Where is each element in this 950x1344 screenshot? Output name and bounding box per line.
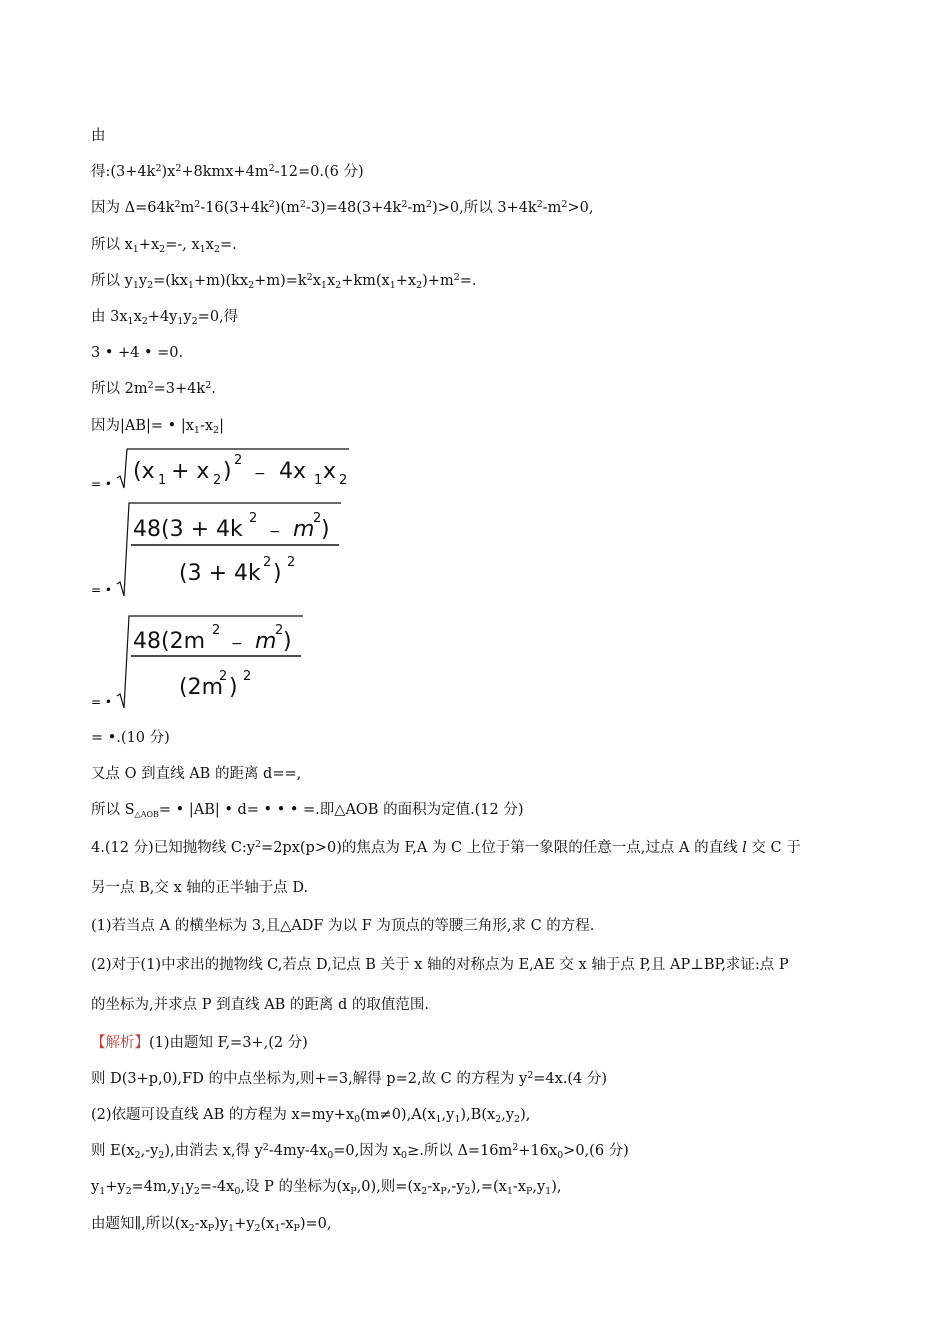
text-run: 3 • +4 • =0. (91, 345, 184, 362)
text-run: ,-y (140, 1143, 159, 1160)
text-run: =0,得 (197, 309, 239, 326)
subscript: 1 (274, 1222, 281, 1234)
text-run: 则 D(3+p,0),FD 的中点坐标为,则+=3,解得 p=2,故 C 的方程为 y (91, 1070, 528, 1087)
subscript: 1 (228, 1222, 235, 1234)
subscript: 2 (193, 1186, 200, 1198)
subscript: P (350, 1186, 357, 1198)
subscript: 2 (464, 1186, 471, 1198)
text-run: =-, x (165, 236, 200, 253)
text-run: . (211, 381, 216, 398)
f3-p1: 2 (212, 622, 221, 638)
text-run: 因为 Δ=64k (91, 200, 175, 217)
f1-e: − (254, 465, 266, 482)
text-run: -x (280, 1215, 294, 1232)
text-run: )+m (422, 272, 454, 289)
line-5 (91, 263, 871, 299)
formula-ab-length-1 (91, 444, 871, 496)
superscript: 2 (175, 163, 182, 175)
subscript: 0 (557, 1150, 564, 1162)
superscript: 2 (255, 839, 262, 851)
f3-num: 48(2m (133, 628, 206, 654)
text-run: 则 E(x (91, 1143, 135, 1160)
text-run: +y (234, 1215, 255, 1232)
f1-s1: 1 (158, 472, 167, 488)
text-run: 所以 y (91, 272, 133, 289)
subscript: 2 (335, 279, 342, 291)
subscript: 2 (188, 1222, 195, 1234)
superscript: 2 (174, 199, 181, 211)
subscript: P (207, 1222, 215, 1234)
text-run: 由题知∥,所以(x (91, 1215, 189, 1232)
text-run: -12=0.(6 分) (274, 164, 364, 181)
text-run: ,y (441, 1107, 455, 1124)
text-run: y (183, 309, 192, 326)
question-4-part-1 (91, 908, 871, 944)
text-run: >0,(6 分) (563, 1143, 629, 1160)
text-run: +x (395, 272, 417, 289)
text-run: +y (105, 1179, 126, 1196)
question-4-part-2-cont (91, 985, 871, 1025)
text-run: m (180, 200, 195, 217)
text-run: -m (542, 200, 562, 217)
text-run: ),由消去 x,得 y (164, 1143, 263, 1160)
text-run: -4my-4x (268, 1143, 328, 1160)
superscript: 2 (299, 199, 306, 211)
f2-p1: 2 (249, 510, 258, 526)
f1-d: 2 (234, 452, 243, 468)
f1-a: (x (133, 458, 155, 484)
superscript: 2 (155, 163, 162, 175)
text-run: | (219, 417, 224, 434)
subscript: 2 (495, 1114, 502, 1126)
text-run: -3)=48(3+4k (305, 200, 402, 217)
text-run: 另一点 B,交 x 轴的正半轴于点 D. (91, 880, 309, 897)
superscript: 2 (268, 163, 275, 175)
text-run: =0,因为 x (333, 1143, 402, 1160)
subscript: 1 (177, 316, 184, 328)
subscript: 1 (187, 279, 194, 291)
superscript: 2 (426, 199, 433, 211)
f2-p2: 2 (313, 510, 322, 526)
subscript: 1 (132, 279, 139, 291)
subscript: 2 (248, 279, 255, 291)
text-run: -x (194, 1215, 208, 1232)
f3-den-close: ) (229, 674, 238, 700)
solution-line-2 (91, 1061, 871, 1097)
f3-close: ) (283, 628, 292, 654)
text-run: )x (161, 164, 176, 181)
subscript: 1 (99, 1186, 106, 1198)
text-run: )>0,所以 3+4k (432, 200, 537, 217)
line-7 (91, 335, 871, 371)
subscript: 0 (401, 1150, 408, 1162)
superscript: 2 (527, 1069, 534, 1081)
line-12 (91, 792, 871, 828)
subscript: 2 (514, 1114, 521, 1126)
subscript: 1 (545, 1186, 552, 1198)
text-run: 又点 O 到直线 AB 的距离 d==, (91, 766, 302, 783)
subscript: 1 (506, 1186, 513, 1198)
text-run: (m≠0),A(x (360, 1107, 436, 1124)
solution-line-3 (91, 1097, 871, 1133)
text-run: =. (219, 236, 237, 253)
eq-prefix: = • (91, 694, 112, 709)
subscript: 0 (327, 1150, 334, 1162)
subscript: 2 (213, 243, 220, 255)
f1-s3: 1 (314, 472, 323, 488)
subscript: 0 (354, 1114, 361, 1126)
text-run: 所以 x (91, 236, 133, 253)
subscript: 2 (254, 1222, 261, 1234)
formula-sqrt-1 (91, 444, 411, 496)
text-run: -x (512, 1179, 526, 1196)
f1-g: x (323, 458, 337, 484)
f1-s4: 2 (339, 472, 348, 488)
question-4-part-2 (91, 945, 871, 985)
subscript: 1 (193, 424, 200, 436)
solution-line-6 (91, 1206, 871, 1242)
solution-line-1 (91, 1025, 871, 1061)
text-run: =2px(p>0)的焦点为 F,A 为 C 上位于第一象限的任意一点,过点 A 的直线 (261, 840, 738, 857)
text-run: +8kmx+4m (181, 164, 269, 181)
f3-p3: 2 (219, 668, 228, 684)
text-run: y (185, 1179, 194, 1196)
text-run: ),=(x (470, 1179, 507, 1196)
text-run: -16(3+4k (200, 200, 269, 217)
text-run: ,-y (446, 1179, 465, 1196)
subscript: 1 (127, 316, 134, 328)
text-run: )(m (274, 200, 300, 217)
text-run: x (133, 309, 142, 326)
text-run: 因为|AB|= • |x (91, 417, 194, 434)
superscript: 2 (536, 199, 543, 211)
text-run: 4.(12 分)已知抛物线 C:y (91, 840, 255, 857)
f2-minus: − (269, 523, 281, 540)
text-run: ≥.所以 Δ=16m (407, 1143, 513, 1160)
text-run: =4x.(4 分) (533, 1070, 608, 1087)
superscript: 2 (561, 199, 568, 211)
subscript: 1 (320, 279, 327, 291)
text-run: =-4x (199, 1179, 235, 1196)
text-run: +m)(kx (193, 272, 249, 289)
text-run: ), (520, 1107, 531, 1124)
formula-ab-length-3 (91, 608, 871, 720)
subscript: 0 (234, 1186, 241, 1198)
superscript: 2 (512, 1142, 519, 1154)
line-8 (91, 371, 871, 407)
text: 由 (91, 128, 106, 144)
f2-num: 48(3 + 4k (133, 516, 243, 542)
f2-p4: 2 (287, 554, 296, 570)
text-run: x (205, 236, 214, 253)
subscript: 1 (199, 243, 206, 255)
superscript: 2 (262, 1142, 269, 1154)
text-run: ,y (532, 1179, 546, 1196)
f1-b: + x (171, 458, 210, 484)
line-3 (91, 190, 871, 226)
line-6 (91, 299, 871, 335)
f3-p2: 2 (275, 622, 284, 638)
text-run: (1)若当点 A 的横坐标为 3,且△ADF 为以 F 为顶点的等腰三角形,求 C 的方程. (91, 918, 595, 935)
superscript: 2 (205, 380, 212, 392)
text-run: ), (551, 1179, 562, 1196)
superscript: 2 (401, 199, 408, 211)
f2-close: ) (321, 516, 330, 542)
f2-m: m (293, 516, 315, 542)
subscript: 2 (159, 243, 166, 255)
line-9 (91, 408, 871, 444)
text-run: )=0, (299, 1215, 332, 1232)
formula-sqrt-2 (91, 498, 411, 608)
subscript: 1 (132, 243, 139, 255)
text-run: 交 C 于 (751, 840, 801, 857)
text-run: >0, (567, 200, 594, 217)
superscript: 2 (453, 271, 460, 283)
text-run: x (326, 272, 336, 289)
text-run: y (138, 272, 148, 289)
text-run: =4m,y (131, 1179, 180, 1196)
line-1 (91, 118, 871, 154)
line-11 (91, 756, 871, 792)
subscript: P (293, 1222, 300, 1234)
f2-p3: 2 (263, 554, 272, 570)
f3-m: m (255, 628, 277, 654)
line-4 (91, 227, 871, 263)
text-run: =3+4k (153, 381, 206, 398)
f3-den: (2m (179, 674, 224, 700)
formula-sqrt-3 (91, 608, 411, 720)
text-run: y (91, 1179, 100, 1196)
text-run: 的坐标为,并求点 P 到直线 AB 的距离 d 的取值范围. (91, 996, 430, 1013)
text-run: ,y (501, 1107, 515, 1124)
text-run: -m (407, 200, 427, 217)
subscript: 2 (147, 279, 154, 291)
text-run: (x (260, 1215, 275, 1232)
text-run: ,设 P 的坐标为(x (240, 1179, 351, 1196)
subscript: 1 (435, 1114, 442, 1126)
line-10 (91, 720, 871, 756)
text-run: =(kx (153, 272, 188, 289)
f2-den: (3 + 4k (179, 560, 261, 586)
text-run: 所以 2m (91, 381, 148, 398)
superscript: 2 (194, 199, 201, 211)
f3-p4: 2 (243, 668, 252, 684)
solution-line-4 (91, 1133, 871, 1169)
text-run: ),B(x (460, 1107, 496, 1124)
superscript: 2 (306, 271, 313, 283)
f1-c: ) (223, 458, 232, 484)
text-run: +4y (147, 309, 178, 326)
subscript: 2 (416, 279, 423, 291)
subscript: P (440, 1186, 447, 1198)
subscript: P (525, 1186, 533, 1198)
solution-tag: 【解析】 (91, 1034, 149, 1051)
text-run: x (312, 272, 321, 289)
text-run: (2)依题可设直线 AB 的方程为 x=my+x (91, 1107, 355, 1124)
question-4-line-1 (91, 828, 871, 868)
subscript: 2 (141, 316, 148, 328)
subscript: 2 (125, 1186, 132, 1198)
document-page (91, 118, 871, 1242)
eq-prefix: = • (91, 582, 112, 597)
question-4-line-2 (91, 868, 871, 908)
text-run: = • |AB| • d= • • • =.即△AOB 的面积为定值.(12 分) (158, 802, 524, 819)
text-run: +x (138, 236, 160, 253)
subscript: 2 (191, 316, 198, 328)
solution-line-5 (91, 1169, 871, 1205)
text-run: 得:(3+4k (91, 164, 156, 181)
text-run: 所以 S (91, 802, 135, 819)
text-run: ,0),则=(x (356, 1179, 422, 1196)
superscript: 2 (268, 199, 275, 211)
formula-ab-length-2 (91, 498, 871, 608)
text-run: =. (459, 272, 477, 289)
text-run: +km(x (341, 272, 390, 289)
text-run: +m)=k (254, 272, 307, 289)
eq-prefix: = • (91, 476, 112, 491)
superscript: 2 (147, 380, 154, 392)
f1-f: 4x (279, 458, 307, 484)
subscript: 1 (389, 279, 396, 291)
f2-den-close: ) (273, 560, 282, 586)
subscript: 2 (158, 1150, 165, 1162)
subscript: 2 (421, 1186, 428, 1198)
text-run: +16x (518, 1143, 558, 1160)
subscript: 2 (213, 424, 220, 436)
text-run: = •.(10 分) (91, 729, 170, 746)
text-run: -x (199, 417, 214, 434)
text-run: (1)由题知 F,=3+,(2 分) (149, 1034, 308, 1051)
f1-s2: 2 (213, 472, 222, 488)
text-run: -x (427, 1179, 441, 1196)
subscript: 2 (134, 1150, 141, 1162)
subscript: △AOB (134, 810, 159, 820)
f3-minus: − (231, 635, 243, 652)
text-run: )y (214, 1215, 229, 1232)
text-run: l (742, 840, 747, 857)
subscript: 1 (179, 1186, 186, 1198)
text-run: (2)对于(1)中求出的抛物线 C,若点 D,记点 B 关于 x 轴的对称点为 E,AE 交 x 轴于点 P,且 AP⊥BP,求证:点 P (91, 956, 789, 973)
subscript: 1 (454, 1114, 461, 1126)
line-2 (91, 154, 871, 190)
text-run: 由 3x (91, 309, 128, 326)
